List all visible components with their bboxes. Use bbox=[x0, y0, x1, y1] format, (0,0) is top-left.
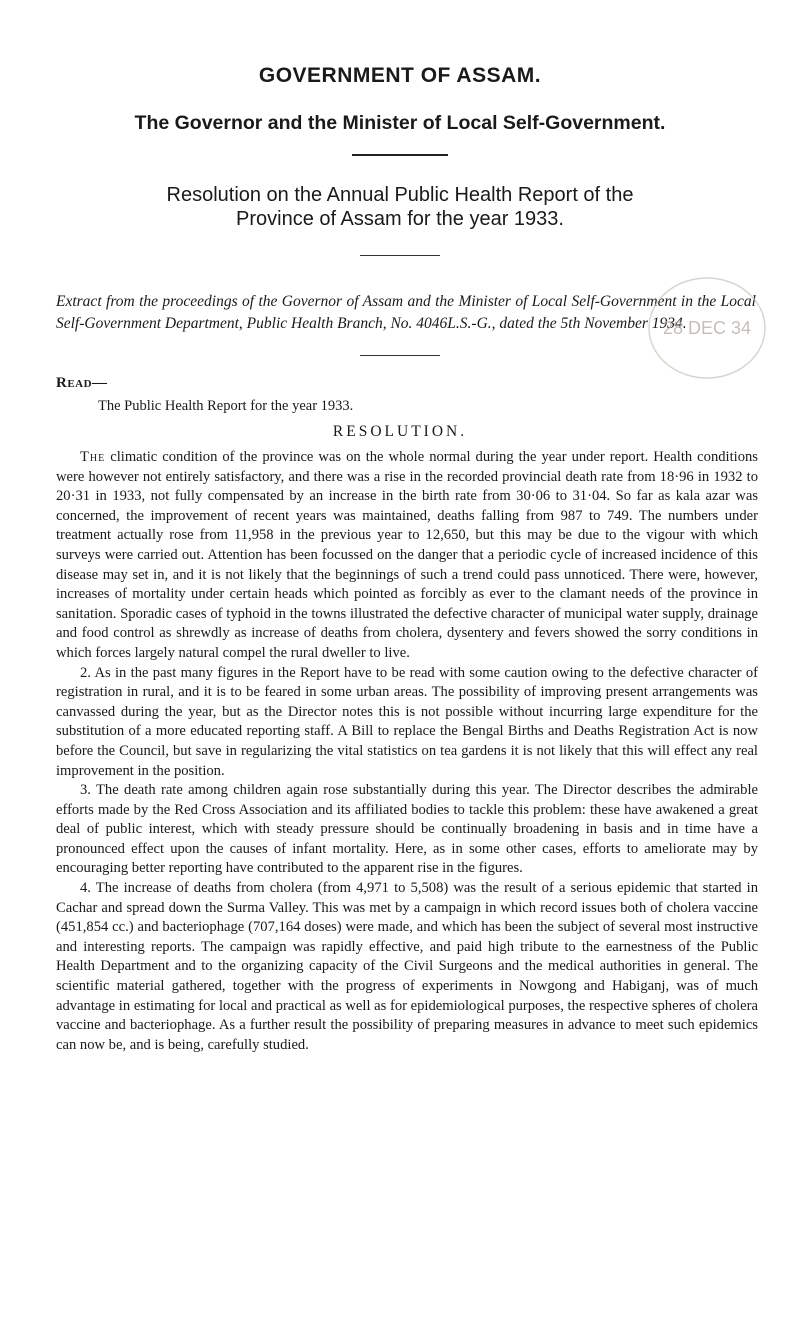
paragraph-text: 4. The increase of deaths from cholera (from 4,971 to 5,508) was the result of a serious epidemic that started in Cachar and spread down the Surma Valley. This was met by a campaign in which record issues both of cholera vaccine (451,854 cc.) and bacteriophage (707,164 doses) were made, and which has been the subject of several most instructive and interesting reports. The campaign was rapidly effective, and paid high tribute to the earnestness of the Public Health Department and to the organizing capacity of the Civil Surgeons and the medical authorities in general. The scientific material gathered, together with the progress of experiments in Nowgong and Habiganj, was of much advantage in estimating for local and practical as well as for epidemiological purposes, the respective spheres of cholera vaccine and bacteriophage. As a further result the possibility of preparing measures in advance to meet such epidemics can now be, and is being, carefully studied. bbox=[56, 880, 758, 1053]
resolution-heading-line1: Resolution on the Annual Public Health Report of the bbox=[166, 184, 634, 206]
stamp-date: 28 DEC 34 bbox=[662, 318, 752, 338]
extract-note: Extract from the proceedings of the Governor of Assam and the Minister of Local Self-Government in the Local Self-Government Department, Public Health Branch, No. 4046L.S.-G., dated the 5th November 1934. bbox=[56, 293, 756, 332]
government-heading: GOVERNMENT OF ASSAM. bbox=[258, 64, 542, 87]
paragraph-3 bbox=[56, 781, 758, 879]
header-divider bbox=[352, 154, 448, 156]
paragraph-2 bbox=[56, 664, 758, 782]
paragraph-text: 3. The death rate among children again rose substantially during this year. The Director describes the admirable efforts made by the Red Cross Association and its affiliated bodies to tackle this problem: these have awakened a great deal of public interest, which with steady pressure should be continually broadening in basis and in time have a pronounced effect upon the causes of infant mortality. Here, as in some other cases, efforts to ameliorate may by encouraging better reporting have contributed to the apparent rise in the figures. bbox=[56, 782, 758, 877]
authority-subtitle: The Governor and the Minister of Local Self-Government. bbox=[134, 112, 666, 134]
section-divider bbox=[360, 255, 440, 256]
resolution-heading-line2: Province of Assam for the year 1933. bbox=[236, 208, 564, 230]
resolution-body bbox=[56, 448, 758, 1055]
paragraph-text: 2. As in the past many figures in the Report have to be read with some caution owing to the defective character of registration in rural, and it is to be feared in some urban areas. The possibility of improving present arrangements was canvassed during the year, but as the Director notes this is not possible without incurring large expenditure for the substitution of a more educated reporting staff. A Bill to replace the Bengal Births and Deaths Registration Act is now before the Council, but save in regularizing the vital statistics on tea gardens it is not likely that this will effect any real improvement in the position. bbox=[56, 664, 758, 779]
read-label: Read— bbox=[56, 375, 108, 391]
read-item: The Public Health Report for the year 1933. bbox=[98, 398, 354, 414]
paragraph-text: climatic condition of the province was on the whole normal during the year under report. Health conditions were however not entirely satisfactory, and there was a rise in the recorded provincial death rate from 18·96 in 1932 to 20·31 in 1933, not fully compensated by an increase in the birth rate from 30·06 to 31·04. So far as kala azar was concerned, the improvement of recent years was maintained, deaths falling from 987 to 749. The numbers under treatment actually rose from 11,958 in the previous year to 12,650, but this may be due to the vigour with which surveys were carried out. Attention has been focussed on the danger that a periodic cycle of increased incidence of this disease may set in, and it is not likely that the beginnings of such a trend could pass unnoticed. There were, however, increases of mortality under certain heads which pointed as forcibly as ever to the clamant needs of the province in sanitation. Sporadic cases of typhoid in the towns illustrated the defective character of municipal water supply, drainage and food control as shrewdly as increase of deaths from cholera, dysentery and fevers showed the sorry conditions in which forces largely natural compel the rural dweller to live. bbox=[56, 449, 758, 661]
resolution-title: RESOLUTION. bbox=[332, 423, 468, 440]
paragraph-4 bbox=[56, 879, 758, 1055]
paragraph-lead: The bbox=[80, 449, 106, 465]
paragraph-1 bbox=[56, 448, 758, 664]
extract-divider bbox=[360, 355, 440, 356]
